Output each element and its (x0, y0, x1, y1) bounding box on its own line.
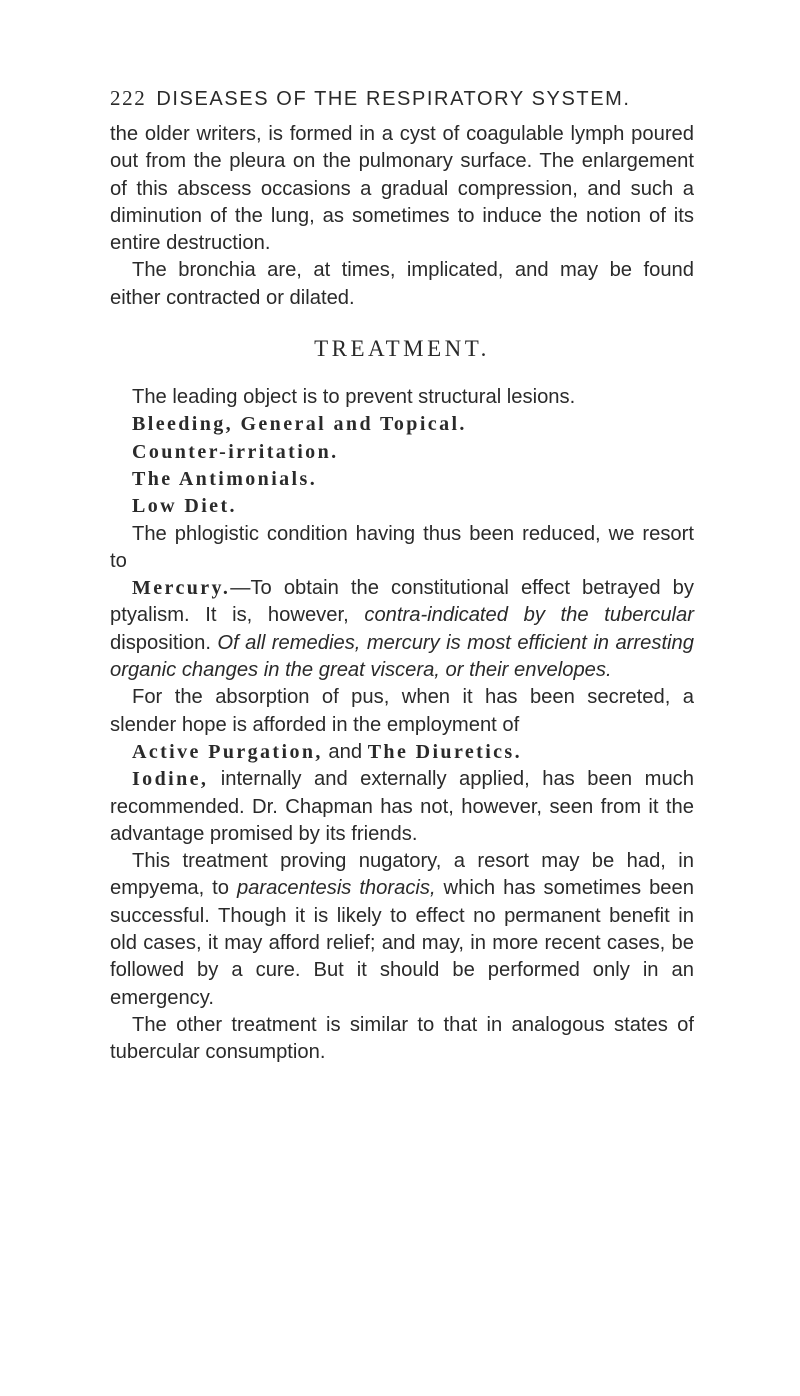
remedy-active-purgation-label: Active Purgation, (132, 740, 323, 763)
iodine-text: internally and externally applied, has been much recommended. Dr. Chapman has not, however, seen from it the advantage promised by its friends. (110, 768, 694, 845)
mercury-text-1: —To obtain the constitutional effect betrayed by ptyalism. It is, however, (110, 577, 694, 627)
mercury-italic-2: Of all remedies, mercury is most efficient in arresting organic changes in the great viscera, or their envelopes. (110, 631, 694, 682)
remedy-bleeding (110, 411, 694, 438)
paracentesis-text-2: which has sometimes been successful. Though it is likely to effect no permanent benefit in old cases, it may afford relief; and may, in more recent cases, be followed by a cure. But it should be performed only in an emergency. (110, 877, 694, 1009)
running-title: DISEASES OF THE RESPIRATORY SYSTEM. (156, 88, 631, 110)
remedy-mercury-label: Mercury. (132, 577, 231, 600)
remedy-low-diet (110, 493, 694, 520)
page (110, 86, 694, 1067)
iodine-paragraph (110, 766, 694, 848)
absorption-paragraph: For the absorption of pus, when it has been secreted, a slender hope is afforded in the employment of (110, 686, 694, 736)
remedy-antimonials (110, 466, 694, 493)
remedy-antimonials-label: The Antimonials. (132, 467, 318, 490)
purgation-line (110, 739, 694, 766)
bronchia-paragraph: The bronchia are, at times, implicated, and may be found either contracted or dilated. (110, 259, 694, 309)
mercury-paragraph (110, 575, 694, 684)
remedy-low-diet-label: Low Diet. (132, 495, 237, 518)
leading-object: The leading object is to prevent structural lesions. (132, 386, 576, 409)
remedy-bleeding-label: Bleeding, General and Topical. (132, 413, 467, 436)
mercury-text-2: disposition. (110, 631, 218, 654)
section-heading: TREATMENT. (314, 336, 490, 362)
remedy-counter-irritation (110, 439, 694, 466)
other-treatment-paragraph: The other treatment is similar to that in analogous states of tubercular consumption. (110, 1013, 694, 1064)
mercury-italic-1: contra-indicated by the tubercular (364, 604, 694, 627)
phlogistic-paragraph: The phlogistic condition having thus been reduced, we resort to (110, 522, 694, 572)
paracentesis-paragraph (110, 848, 694, 1012)
paracentesis-italic: paracentesis thoracis, (236, 877, 436, 900)
paracentesis-text-1: This treatment proving nugatory, a resort may be had, in empyema, to (110, 850, 694, 900)
page-number: 222 (110, 86, 147, 110)
remedy-diuretics-label: The Diuretics. (367, 740, 523, 763)
remedy-iodine-label: Iodine, (132, 768, 209, 791)
intro-paragraph: the older writers, is formed in a cyst of coagulable lymph poured out from the pleura on the pulmonary surface. The enlargement of this abscess occasions a gradual compression, and such a diminution of the lung, as sometimes to induce the notion of its entire destruction. (110, 123, 694, 255)
remedy-counter-label: Counter-irritation. (132, 440, 339, 463)
and-word: and (322, 740, 368, 763)
running-header (110, 86, 694, 111)
